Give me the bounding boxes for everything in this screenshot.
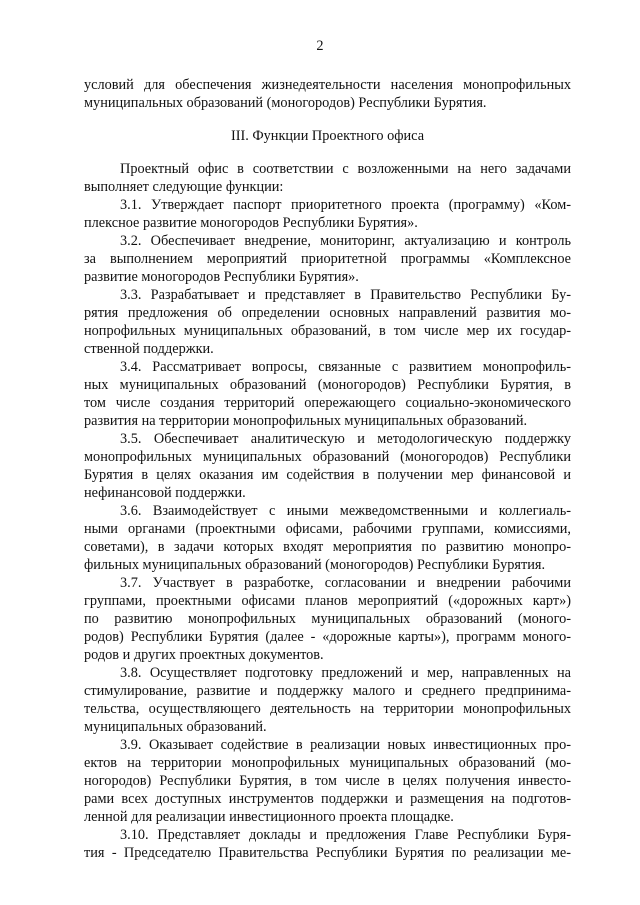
text-line: Проектный офис в соответствии с возложенными на него задачами — [120, 161, 571, 177]
paragraph — [84, 502, 571, 574]
paragraph — [84, 826, 571, 862]
text-line: 3.6. Взаимодействует с иными межведомственными и коллегиаль- — [120, 503, 571, 519]
text-line: развитие моногородов Республики Бурятия». — [84, 269, 359, 285]
text-line: 3.4. Рассматривает вопросы, связанные с развитием монопрофиль- — [120, 359, 571, 375]
text-line: тия - Председателю Правительства Республики Бурятия по реализации ме- — [84, 845, 571, 861]
text-line: рами всех доступных инструментов поддержки и размещения на подготов- — [84, 791, 571, 807]
text-line: нопрофильных муниципальных образований, в том числе мер их государ- — [84, 323, 571, 339]
paragraph — [84, 574, 571, 664]
section-title: III. Функции Проектного офиса — [230, 128, 425, 144]
text-line: группами, проектными офисами планов мероприятий («дорожных карт») — [84, 593, 571, 609]
text-line: рятия предложения об определении основных направлений развития мо- — [84, 305, 571, 321]
text-line: монопрофильных муниципальных образований (моногородов) Республики — [84, 449, 571, 465]
paragraph — [84, 664, 571, 736]
text-line: ных муниципальных образований (моногородов) Республики Бурятия, в — [84, 377, 571, 393]
text-line: 3.2. Обеспечивает внедрение, мониторинг, актуализацию и контроль — [120, 233, 571, 249]
text-line: 3.8. Осуществляет подготовку предложений и мер, направленных на — [120, 665, 571, 681]
text-line: 3.7. Участвует в разработке, согласовании и внедрении рабочими — [120, 575, 571, 591]
text-line: ственной поддержки. — [84, 341, 214, 357]
paragraph — [84, 160, 571, 196]
text-line: 3.3. Разрабатывает и представляет в Правительство Республики Бу- — [120, 287, 571, 303]
text-line: ногородов) Республики Бурятия, в том числе в целях получения инвесто- — [84, 773, 571, 789]
paragraph — [84, 736, 571, 826]
text-line: родов и других проектных документов. — [84, 647, 324, 663]
text-line: ными органами (проектными офисами, рабочими группами, комиссиями, — [84, 521, 571, 537]
text-line: условий для обеспечения жизнедеятельности населения монопрофильных — [84, 77, 571, 93]
text-line: 3.1. Утверждает паспорт приоритетного проекта (программу) «Ком- — [120, 197, 571, 213]
paragraph — [84, 232, 571, 286]
text-line: развития на территории монопрофильных муниципальных образований. — [84, 413, 528, 429]
text-line: родов) Республики Бурятия (далее - «дорожные карты»), программ моного- — [84, 629, 571, 645]
paragraph — [84, 196, 571, 232]
page-number: 2 — [316, 38, 324, 54]
text-line: плексное развитие моногородов Республики Бурятия». — [84, 215, 418, 231]
paragraph — [84, 430, 571, 502]
text-line: тельства, осуществляющего деятельность на территории монопрофильных — [84, 701, 571, 717]
paragraph — [84, 286, 571, 358]
paragraph — [84, 358, 571, 430]
text-line: выполняет следующие функции: — [84, 179, 284, 195]
text-line: ленной для реализации инвестиционного проекта площадке. — [84, 809, 454, 825]
text-line: фильных муниципальных образований (моногородов) Республики Бурятия. — [84, 557, 546, 573]
text-line: 3.10. Представляет доклады и предложения Главе Республики Буря- — [120, 827, 571, 843]
text-line: Бурятия в целях оказания им содействия в получении мер финансовой и — [84, 467, 571, 483]
text-line: советами), в задачи которых входят мероприятия по развитию монопро- — [84, 539, 571, 555]
body-text — [84, 76, 571, 862]
text-line: нефинансовой поддержки. — [84, 485, 246, 501]
text-line: за выполнением мероприятий приоритетной программы «Комплексное — [84, 251, 571, 267]
paragraph-list — [84, 160, 571, 862]
text-line: стимулирование, развитие и поддержку малого и среднего предпринима- — [84, 683, 571, 699]
text-line: муниципальных образований. — [84, 719, 267, 735]
text-line: ектов на территории монопрофильных муниципальных образований (мо- — [84, 755, 571, 771]
text-line: 3.5. Обеспечивает аналитическую и методологическую поддержку — [120, 431, 571, 447]
text-line: по развитию монопрофильных муниципальных образований (моного- — [84, 611, 571, 627]
text-line: муниципальных образований (моногородов) Республики Бурятия. — [84, 95, 487, 111]
text-line: 3.9. Оказывает содействие в реализации новых инвестиционных про- — [120, 737, 571, 753]
intro-paragraph — [84, 76, 571, 112]
text-line: том числе создания территорий опережающего социально-экономического — [84, 395, 571, 411]
